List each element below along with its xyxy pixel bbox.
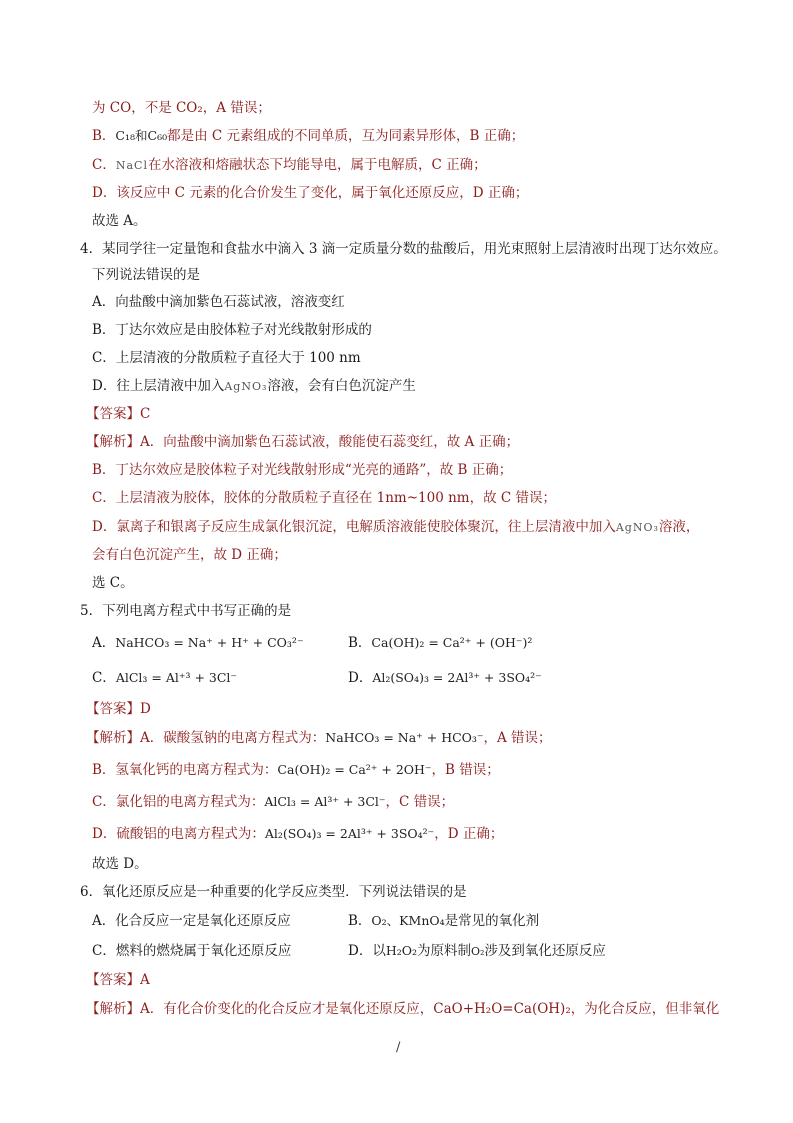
q5-analysis-3-tail: ，C 错误； bbox=[385, 794, 455, 810]
q5-analysis-3 bbox=[92, 792, 454, 812]
fragment-line-3-label: C． bbox=[92, 157, 116, 173]
q4-option-d bbox=[92, 376, 416, 397]
q6-option-b bbox=[348, 911, 539, 931]
q6-answer bbox=[86, 970, 150, 990]
q6-option-b-formula: O₂、KMnO₄ bbox=[371, 913, 445, 928]
q4-analysis-1 bbox=[86, 432, 519, 452]
fragment-line-1: 为 CO，不是 CO₂，A 错误； bbox=[92, 100, 271, 116]
q6-option-d-formula-2: O₂ bbox=[471, 945, 485, 958]
q5-analysis-3-formula: AlCl₃ = Al³⁺ + 3Cl⁻ bbox=[264, 794, 386, 809]
q6-option-d bbox=[348, 941, 606, 962]
q5-analysis-4-formula: Al₂(SO₄)₃ = 2Al³⁺ + 3SO₄²⁻ bbox=[264, 826, 435, 841]
q4-option-d-text-2: 溶液，会有白色沉淀产生 bbox=[267, 378, 416, 394]
q6-option-d-text: 为原料制 bbox=[417, 943, 471, 959]
fragment-line-3-text: 在水溶液和熔融状态下均能导电，属于电解质，C 正确； bbox=[147, 157, 487, 173]
q6-analysis-1 bbox=[86, 999, 719, 1019]
fragment-line-4: D．该反应中 C 元素的化合价发生了变化，属于氧化还原反应，D 正确； bbox=[92, 185, 529, 201]
q5-option-d-label: D． bbox=[348, 670, 373, 686]
q6-option-d-label: D．以 bbox=[348, 943, 386, 959]
q6-option-d-text-2: 涉及到氧化还原反应 bbox=[484, 943, 606, 959]
q5-analysis-2-text: B．氢氧化钙的电离方程式为： bbox=[92, 762, 278, 778]
q4-analysis-4-text-2: 溶液， bbox=[658, 519, 700, 535]
q5-option-d bbox=[348, 668, 542, 688]
fragment-line-2-formula: C₁₈和C₆₀ bbox=[115, 128, 168, 143]
q4-option-d-formula: AgNO₃ bbox=[224, 380, 268, 393]
q6-answer-tag: 【答案】 bbox=[86, 972, 140, 988]
q5-option-a-formula: NaHCO₃ = Na⁺ + H⁺ + CO₃²⁻ bbox=[115, 635, 304, 650]
q5-analysis-1-formula: NaHCO₃ = Na⁺ + HCO₃⁻ bbox=[325, 730, 484, 745]
q5-option-b-formula: Ca(OH)₂ = Ca²⁺ + (OH⁻)² bbox=[371, 635, 533, 650]
q5-analysis-4 bbox=[92, 824, 503, 844]
q4-analysis-2: B．丁达尔效应是胶体粒子对光线散射形成“光亮的通路”，故 B 正确； bbox=[92, 462, 513, 478]
fragment-line-2-text: 都是由 C 元素组成的不同单质，互为同素异形体，B 正确； bbox=[167, 128, 525, 144]
q5-option-b bbox=[348, 633, 532, 653]
q5-answer-value: D bbox=[140, 701, 151, 717]
q6-analysis-tag: 【解析】 bbox=[86, 1001, 140, 1017]
q5-option-a bbox=[92, 633, 304, 653]
q6-option-a: A．化合反应一定是氧化还原反应 bbox=[92, 913, 291, 929]
q6-option-b-label: B． bbox=[348, 913, 372, 929]
q5-option-a-label: A． bbox=[92, 635, 116, 651]
q4-analysis-6: 选 C。 bbox=[92, 575, 134, 591]
q5-analysis-tag: 【解析】 bbox=[86, 730, 140, 746]
q4-option-a: A．向盐酸中滴加紫色石蕊试液，溶液变红 bbox=[92, 294, 345, 310]
q5-answer-tag: 【答案】 bbox=[86, 701, 140, 717]
q4-analysis-4-formula: AgNO₃ bbox=[615, 521, 659, 534]
q5-analysis-4-text: D．硫酸铝的电离方程式为： bbox=[92, 826, 265, 842]
q4-answer-tag: 【答案】 bbox=[86, 406, 140, 422]
q5-option-b-label: B． bbox=[348, 635, 372, 651]
q4-analysis-tag: 【解析】 bbox=[86, 434, 140, 450]
q5-analysis-4-tail: ，D 正确； bbox=[434, 826, 504, 842]
q5-analysis-3-text: C．氯化铝的电离方程式为： bbox=[92, 794, 265, 810]
q5-option-c bbox=[92, 668, 237, 688]
fragment-line-5: 故选 A。 bbox=[92, 213, 147, 229]
q5-option-d-formula: Al₂(SO₄)₃ = 2Al³⁺ + 3SO₄²⁻ bbox=[372, 670, 542, 685]
q5-analysis-2 bbox=[92, 760, 500, 780]
q6-answer-value: A bbox=[140, 972, 150, 988]
q4-option-b: B．丁达尔效应是由胶体粒子对光线散射形成的 bbox=[92, 322, 372, 338]
q5-analysis-1 bbox=[86, 728, 552, 748]
q5-answer bbox=[86, 699, 151, 719]
q4-analysis-4 bbox=[92, 517, 699, 538]
q4-analysis-5: 会有白色沉淀产生，故 D 正确； bbox=[92, 547, 287, 563]
q4-stem-2: 下列说法错误的是 bbox=[92, 267, 200, 283]
q5-analysis-1-text: A．碳酸氢钠的电离方程式为： bbox=[140, 730, 326, 746]
q6-option-b-text: 是常见的氧化剂 bbox=[444, 913, 540, 929]
q4-analysis-3: C．上层清液为胶体，胶体的分散质粒子直径在 1nm~100 nm，故 C 错误； bbox=[92, 490, 556, 506]
fragment-line-2-label: B． bbox=[92, 128, 116, 144]
q5-analysis-5: 故选 D。 bbox=[92, 856, 148, 872]
q4-answer-value: C bbox=[140, 406, 151, 422]
q5-analysis-2-formula: Ca(OH)₂ = Ca²⁺ + 2OH⁻ bbox=[277, 762, 432, 777]
q5-option-c-formula: AlCl₃ = Al⁺³ + 3Cl⁻ bbox=[115, 670, 238, 685]
fragment-line-3-formula: NaCl bbox=[115, 159, 148, 172]
q6-option-c: C．燃料的燃烧属于氧化还原反应 bbox=[92, 943, 292, 959]
q4-stem-1: 4．某同学往一定量饱和食盐水中滴入 3 滴一定质量分数的盐酸后，用光束照射上层清液时出现丁达尔效应。 bbox=[80, 241, 727, 257]
q5-analysis-1-tail: ，A 错误； bbox=[483, 730, 552, 746]
q6-option-d-formula-1: H₂O₂ bbox=[385, 943, 417, 958]
q4-option-d-text: D．往上层清液中加入 bbox=[92, 378, 225, 394]
q5-option-c-label: C． bbox=[92, 670, 116, 686]
q5-stem: 5．下列电离方程式中书写正确的是 bbox=[80, 603, 292, 619]
q4-option-c: C．上层清液的分散质粒子直径大于 100 nm bbox=[92, 350, 361, 366]
fragment-line-3 bbox=[92, 155, 487, 176]
q4-analysis-1-text: A．向盐酸中滴加紫色石蕊试液，酸能使石蕊变红，故 A 正确； bbox=[140, 434, 520, 450]
page-number: / bbox=[396, 1040, 401, 1055]
q5-analysis-2-tail: ，B 错误； bbox=[431, 762, 500, 778]
q4-answer bbox=[86, 404, 150, 424]
fragment-line-2 bbox=[92, 126, 524, 146]
q4-analysis-4-text: D．氯离子和银离子反应生成氯化银沉淀，电解质溶液能使胶体聚沉，往上层清液中加入 bbox=[92, 519, 616, 535]
q6-stem: 6．氧化还原反应是一种重要的化学反应类型．下列说法错误的是 bbox=[80, 884, 467, 900]
q6-analysis-1-text: A．有化合价变化的化合反应才是氧化还原反应，CaO+H₂O=Ca(OH)₂，为化合反应，但非氧化 bbox=[140, 1001, 720, 1017]
